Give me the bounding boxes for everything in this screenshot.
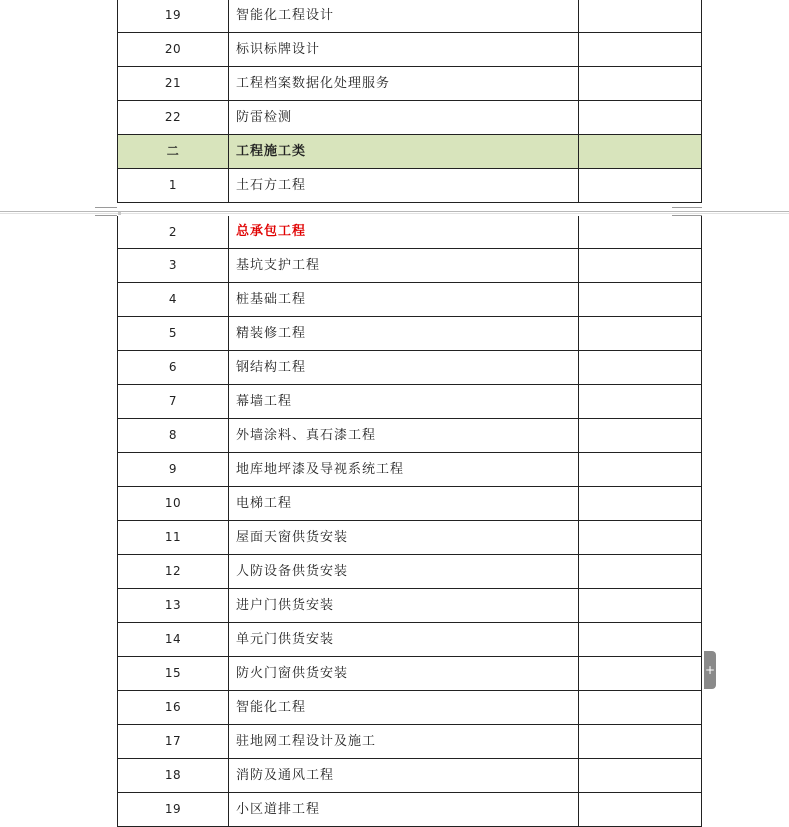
- row-empty-cell[interactable]: [579, 169, 702, 203]
- table-row: [118, 657, 702, 691]
- row-number: 19: [118, 0, 229, 33]
- row-empty-cell[interactable]: [579, 521, 702, 555]
- row-number: 16: [118, 691, 229, 725]
- row-item-name[interactable]: 驻地网工程设计及施工: [229, 725, 579, 759]
- table-row: [118, 521, 702, 555]
- row-empty-cell[interactable]: [579, 317, 702, 351]
- row-number: 4: [118, 283, 229, 317]
- row-item-name[interactable]: 防雷检测: [229, 101, 579, 135]
- row-item-name[interactable]: 标识标牌设计: [229, 33, 579, 67]
- row-item-name[interactable]: 幕墙工程: [229, 385, 579, 419]
- table-row: [118, 67, 702, 101]
- row-number: 3: [118, 249, 229, 283]
- row-number: 7: [118, 385, 229, 419]
- table-row: [118, 555, 702, 589]
- table-row: [118, 216, 702, 249]
- row-empty-cell[interactable]: [579, 623, 702, 657]
- row-empty-cell[interactable]: [579, 283, 702, 317]
- row-empty-cell[interactable]: [579, 0, 702, 33]
- row-item-name[interactable]: 屋面天窗供货安装: [229, 521, 579, 555]
- row-empty-cell[interactable]: [579, 657, 702, 691]
- row-item-name[interactable]: 人防设备供货安装: [229, 555, 579, 589]
- table-row: [118, 759, 702, 793]
- row-number: 1: [118, 169, 229, 203]
- row-item-name[interactable]: 土石方工程: [229, 169, 579, 203]
- table-row: [118, 487, 702, 521]
- row-empty-cell[interactable]: [579, 487, 702, 521]
- row-number: 6: [118, 351, 229, 385]
- row-number: 10: [118, 487, 229, 521]
- table-row: [118, 453, 702, 487]
- row-empty-cell[interactable]: [579, 759, 702, 793]
- row-item-name[interactable]: 电梯工程: [229, 487, 579, 521]
- row-empty-cell[interactable]: [579, 453, 702, 487]
- page-corner-mark-right-upper: [672, 207, 702, 208]
- table-row: [118, 725, 702, 759]
- add-row-button[interactable]: [704, 651, 716, 689]
- section-empty-cell[interactable]: [579, 135, 702, 169]
- row-item-name[interactable]: 桩基础工程: [229, 283, 579, 317]
- table-row: [118, 283, 702, 317]
- row-item-name-highlighted[interactable]: 总承包工程: [229, 216, 579, 249]
- page-corner-mark-left-lower: [95, 215, 117, 216]
- row-number: 22: [118, 101, 229, 135]
- row-empty-cell[interactable]: [579, 101, 702, 135]
- table-row: [118, 351, 702, 385]
- section-header-row: [118, 135, 702, 169]
- table-row: [118, 793, 702, 827]
- table-row: [118, 249, 702, 283]
- row-number: 20: [118, 33, 229, 67]
- row-empty-cell[interactable]: [579, 725, 702, 759]
- row-empty-cell[interactable]: [579, 351, 702, 385]
- row-empty-cell[interactable]: [579, 385, 702, 419]
- row-number: 8: [118, 419, 229, 453]
- table-row: [118, 0, 702, 33]
- section-number: 二: [118, 135, 229, 169]
- row-item-name[interactable]: 钢结构工程: [229, 351, 579, 385]
- row-empty-cell[interactable]: [579, 555, 702, 589]
- row-number: 12: [118, 555, 229, 589]
- row-number: 17: [118, 725, 229, 759]
- row-empty-cell[interactable]: [579, 216, 702, 249]
- table-row: [118, 691, 702, 725]
- row-number: 21: [118, 67, 229, 101]
- row-number: 13: [118, 589, 229, 623]
- row-empty-cell[interactable]: [579, 419, 702, 453]
- row-empty-cell[interactable]: [579, 793, 702, 827]
- table-row: [118, 169, 702, 203]
- row-item-name[interactable]: 单元门供货安装: [229, 623, 579, 657]
- items-table-page-1: [117, 0, 702, 203]
- row-item-name[interactable]: 小区道排工程: [229, 793, 579, 827]
- row-item-name[interactable]: 精装修工程: [229, 317, 579, 351]
- table-row: [118, 317, 702, 351]
- table-row: [118, 101, 702, 135]
- row-number: 2: [118, 216, 229, 249]
- page-corner-dot: [118, 212, 121, 215]
- row-empty-cell[interactable]: [579, 67, 702, 101]
- row-item-name[interactable]: 地库地坪漆及导视系统工程: [229, 453, 579, 487]
- items-table-page-2: [117, 216, 702, 827]
- row-number: 18: [118, 759, 229, 793]
- row-number: 14: [118, 623, 229, 657]
- plus-icon: +: [704, 663, 716, 677]
- row-item-name[interactable]: 消防及通风工程: [229, 759, 579, 793]
- row-empty-cell[interactable]: [579, 589, 702, 623]
- table-row: [118, 385, 702, 419]
- page-corner-mark-left-upper: [95, 207, 117, 208]
- row-number: 11: [118, 521, 229, 555]
- row-number: 19: [118, 793, 229, 827]
- row-item-name[interactable]: 智能化工程: [229, 691, 579, 725]
- row-item-name[interactable]: 基坑支护工程: [229, 249, 579, 283]
- row-item-name[interactable]: 工程档案数据化处理服务: [229, 67, 579, 101]
- table-row: [118, 589, 702, 623]
- table-row: [118, 419, 702, 453]
- row-number: 5: [118, 317, 229, 351]
- row-number: 9: [118, 453, 229, 487]
- row-item-name[interactable]: 防火门窗供货安装: [229, 657, 579, 691]
- section-title[interactable]: 工程施工类: [229, 135, 579, 169]
- row-item-name[interactable]: 智能化工程设计: [229, 0, 579, 33]
- row-empty-cell[interactable]: [579, 249, 702, 283]
- row-empty-cell[interactable]: [579, 33, 702, 67]
- table-row: [118, 33, 702, 67]
- table-row: [118, 623, 702, 657]
- row-number: 15: [118, 657, 229, 691]
- row-empty-cell[interactable]: [579, 691, 702, 725]
- row-item-name[interactable]: 进户门供货安装: [229, 589, 579, 623]
- row-item-name[interactable]: 外墙涂料、真石漆工程: [229, 419, 579, 453]
